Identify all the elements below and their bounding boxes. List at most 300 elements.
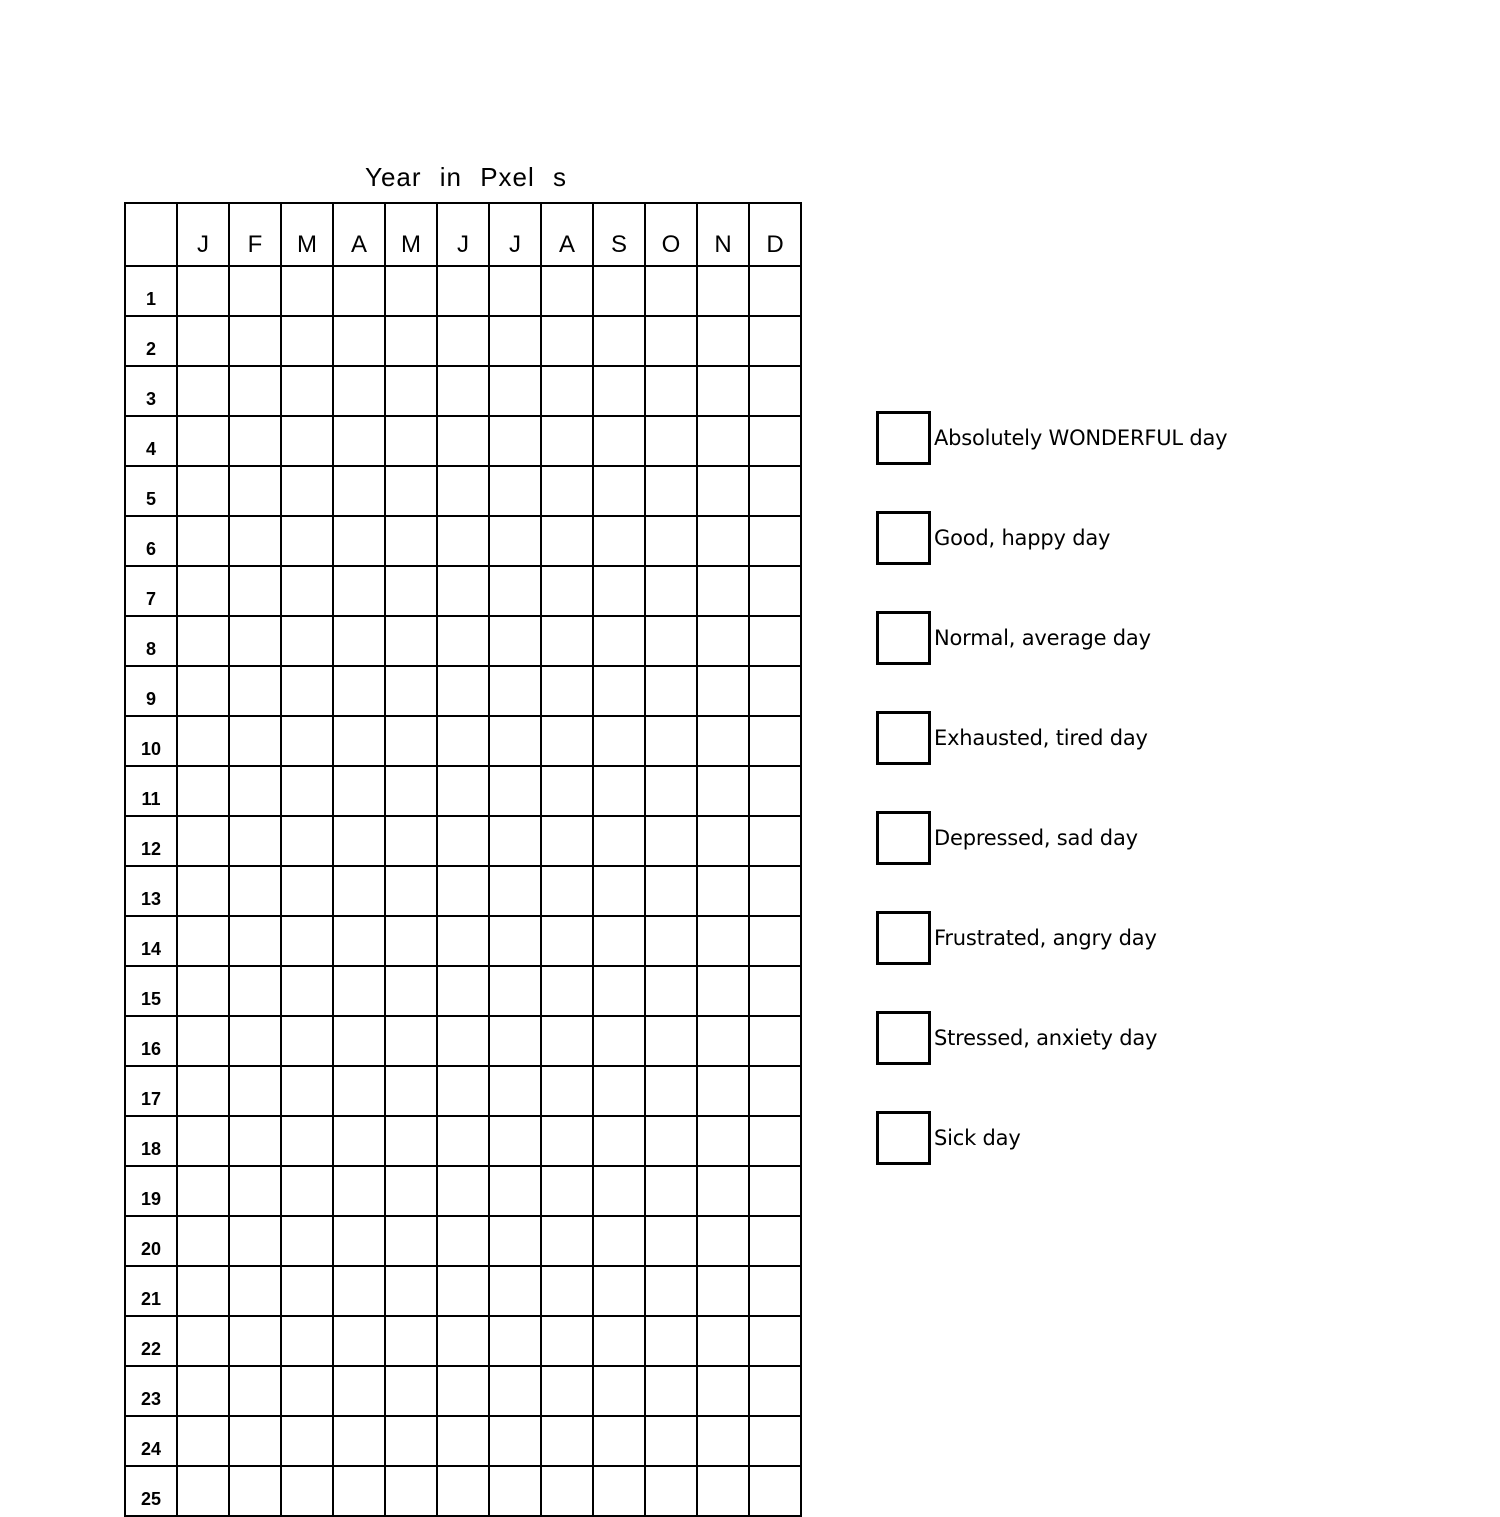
pixel-cell[interactable] [749,1166,801,1216]
pixel-cell[interactable] [541,466,593,516]
pixel-cell[interactable] [229,916,281,966]
pixel-cell[interactable] [593,1266,645,1316]
pixel-cell[interactable] [645,816,697,866]
pixel-cell[interactable] [593,616,645,666]
pixel-cell[interactable] [229,1066,281,1116]
pixel-cell[interactable] [333,316,385,366]
pixel-cell[interactable] [697,1466,749,1516]
pixel-cell[interactable] [697,616,749,666]
pixel-cell[interactable] [697,1266,749,1316]
pixel-cell[interactable] [541,1166,593,1216]
pixel-cell[interactable] [177,966,229,1016]
pixel-cell[interactable] [281,716,333,766]
pixel-cell[interactable] [645,1016,697,1066]
pixel-cell[interactable] [541,716,593,766]
pixel-cell[interactable] [385,366,437,416]
pixel-cell[interactable] [749,366,801,416]
pixel-cell[interactable] [489,316,541,366]
pixel-cell[interactable] [593,766,645,816]
pixel-cell[interactable] [177,316,229,366]
pixel-cell[interactable] [281,1316,333,1366]
pixel-cell[interactable] [177,1466,229,1516]
pixel-cell[interactable] [229,1216,281,1266]
pixel-cell[interactable] [489,1366,541,1416]
pixel-cell[interactable] [593,416,645,466]
pixel-cell[interactable] [177,366,229,416]
pixel-cell[interactable] [697,666,749,716]
pixel-cell[interactable] [749,866,801,916]
pixel-cell[interactable] [645,516,697,566]
pixel-cell[interactable] [437,1466,489,1516]
pixel-cell[interactable] [697,766,749,816]
pixel-cell[interactable] [697,1016,749,1066]
pixel-cell[interactable] [385,1266,437,1316]
legend-swatch-box[interactable] [876,811,931,865]
pixel-cell[interactable] [385,466,437,516]
pixel-cell[interactable] [437,1316,489,1366]
pixel-cell[interactable] [385,516,437,566]
pixel-cell[interactable] [437,266,489,316]
pixel-cell[interactable] [229,766,281,816]
pixel-cell[interactable] [333,1266,385,1316]
pixel-cell[interactable] [281,316,333,366]
pixel-cell[interactable] [229,366,281,416]
pixel-cell[interactable] [697,916,749,966]
pixel-cell[interactable] [385,866,437,916]
pixel-cell[interactable] [645,1466,697,1516]
pixel-cell[interactable] [177,466,229,516]
pixel-cell[interactable] [489,916,541,966]
pixel-cell[interactable] [489,1116,541,1166]
pixel-cell[interactable] [593,1216,645,1266]
pixel-cell[interactable] [489,416,541,466]
pixel-cell[interactable] [697,1316,749,1366]
pixel-cell[interactable] [749,566,801,616]
pixel-cell[interactable] [749,266,801,316]
pixel-cell[interactable] [281,1116,333,1166]
pixel-cell[interactable] [697,516,749,566]
pixel-cell[interactable] [385,316,437,366]
pixel-cell[interactable] [281,1016,333,1066]
pixel-cell[interactable] [489,966,541,1016]
pixel-cell[interactable] [645,316,697,366]
pixel-cell[interactable] [645,466,697,516]
pixel-cell[interactable] [645,616,697,666]
pixel-cell[interactable] [177,1216,229,1266]
pixel-cell[interactable] [333,716,385,766]
pixel-cell[interactable] [385,1366,437,1416]
pixel-cell[interactable] [697,1366,749,1416]
pixel-cell[interactable] [645,1066,697,1116]
pixel-cell[interactable] [385,766,437,816]
pixel-cell[interactable] [489,1466,541,1516]
pixel-cell[interactable] [229,1416,281,1466]
pixel-cell[interactable] [333,1066,385,1116]
pixel-cell[interactable] [229,516,281,566]
pixel-cell[interactable] [645,1366,697,1416]
pixel-cell[interactable] [541,516,593,566]
pixel-cell[interactable] [385,1166,437,1216]
pixel-cell[interactable] [593,1316,645,1366]
pixel-cell[interactable] [593,566,645,616]
pixel-cell[interactable] [489,1066,541,1116]
pixel-cell[interactable] [281,666,333,716]
pixel-cell[interactable] [437,816,489,866]
pixel-cell[interactable] [229,716,281,766]
pixel-cell[interactable] [385,1316,437,1366]
pixel-cell[interactable] [229,1466,281,1516]
pixel-cell[interactable] [489,766,541,816]
pixel-cell[interactable] [593,466,645,516]
pixel-cell[interactable] [333,1116,385,1166]
pixel-cell[interactable] [593,316,645,366]
pixel-cell[interactable] [385,716,437,766]
pixel-cell[interactable] [645,566,697,616]
pixel-cell[interactable] [541,1316,593,1366]
pixel-cell[interactable] [541,1216,593,1266]
pixel-cell[interactable] [333,1166,385,1216]
pixel-cell[interactable] [281,366,333,416]
pixel-cell[interactable] [593,1416,645,1466]
pixel-cell[interactable] [645,1316,697,1366]
pixel-cell[interactable] [645,966,697,1016]
pixel-cell[interactable] [229,966,281,1016]
pixel-cell[interactable] [645,366,697,416]
pixel-cell[interactable] [489,1416,541,1466]
pixel-cell[interactable] [749,1116,801,1166]
pixel-cell[interactable] [177,1316,229,1366]
pixel-cell[interactable] [333,1216,385,1266]
pixel-cell[interactable] [749,916,801,966]
pixel-cell[interactable] [697,266,749,316]
legend-swatch-box[interactable] [876,711,931,765]
pixel-cell[interactable] [229,316,281,366]
pixel-cell[interactable] [645,916,697,966]
pixel-cell[interactable] [333,1416,385,1466]
pixel-cell[interactable] [697,1116,749,1166]
pixel-cell[interactable] [645,1416,697,1466]
pixel-cell[interactable] [697,866,749,916]
pixel-cell[interactable] [593,1466,645,1516]
pixel-cell[interactable] [541,1266,593,1316]
pixel-cell[interactable] [333,666,385,716]
pixel-cell[interactable] [333,266,385,316]
pixel-cell[interactable] [437,716,489,766]
pixel-cell[interactable] [749,1216,801,1266]
pixel-cell[interactable] [385,616,437,666]
legend-swatch-box[interactable] [876,1111,931,1165]
pixel-cell[interactable] [229,666,281,716]
pixel-cell[interactable] [645,866,697,916]
pixel-cell[interactable] [749,1066,801,1116]
pixel-cell[interactable] [437,1016,489,1066]
pixel-cell[interactable] [749,1466,801,1516]
pixel-cell[interactable] [645,416,697,466]
pixel-cell[interactable] [281,1416,333,1466]
pixel-cell[interactable] [541,1366,593,1416]
pixel-cell[interactable] [541,1466,593,1516]
pixel-cell[interactable] [437,566,489,616]
pixel-cell[interactable] [437,1166,489,1216]
pixel-cell[interactable] [593,716,645,766]
legend-swatch-box[interactable] [876,611,931,665]
pixel-cell[interactable] [385,266,437,316]
pixel-cell[interactable] [437,766,489,816]
pixel-cell[interactable] [437,1366,489,1416]
pixel-cell[interactable] [281,516,333,566]
pixel-cell[interactable] [333,766,385,816]
pixel-cell[interactable] [229,816,281,866]
pixel-cell[interactable] [177,516,229,566]
pixel-cell[interactable] [593,1116,645,1166]
pixel-cell[interactable] [177,666,229,716]
pixel-cell[interactable] [281,1266,333,1316]
pixel-cell[interactable] [541,816,593,866]
pixel-cell[interactable] [281,416,333,466]
pixel-cell[interactable] [489,366,541,416]
pixel-cell[interactable] [541,766,593,816]
pixel-cell[interactable] [437,1416,489,1466]
pixel-cell[interactable] [645,1216,697,1266]
pixel-cell[interactable] [229,266,281,316]
legend-swatch-box[interactable] [876,411,931,465]
pixel-cell[interactable] [437,666,489,716]
pixel-cell[interactable] [749,1266,801,1316]
pixel-cell[interactable] [333,1316,385,1366]
pixel-cell[interactable] [749,316,801,366]
pixel-cell[interactable] [489,616,541,666]
pixel-cell[interactable] [749,766,801,816]
pixel-cell[interactable] [281,866,333,916]
pixel-cell[interactable] [229,1316,281,1366]
pixel-cell[interactable] [333,616,385,666]
pixel-cell[interactable] [541,366,593,416]
pixel-cell[interactable] [437,916,489,966]
pixel-cell[interactable] [333,816,385,866]
pixel-cell[interactable] [697,966,749,1016]
pixel-cell[interactable] [541,1416,593,1466]
pixel-cell[interactable] [229,466,281,516]
pixel-cell[interactable] [541,566,593,616]
pixel-cell[interactable] [229,616,281,666]
pixel-cell[interactable] [489,716,541,766]
pixel-cell[interactable] [489,866,541,916]
legend-swatch-box[interactable] [876,511,931,565]
pixel-cell[interactable] [489,1016,541,1066]
pixel-cell[interactable] [437,416,489,466]
pixel-cell[interactable] [177,916,229,966]
pixel-cell[interactable] [541,416,593,466]
pixel-cell[interactable] [697,366,749,416]
pixel-cell[interactable] [645,266,697,316]
pixel-cell[interactable] [593,866,645,916]
pixel-cell[interactable] [333,966,385,1016]
pixel-cell[interactable] [437,616,489,666]
pixel-cell[interactable] [489,666,541,716]
pixel-cell[interactable] [385,566,437,616]
pixel-cell[interactable] [593,366,645,416]
pixel-cell[interactable] [333,416,385,466]
pixel-cell[interactable] [177,816,229,866]
pixel-cell[interactable] [593,966,645,1016]
pixel-cell[interactable] [645,1116,697,1166]
pixel-cell[interactable] [229,1366,281,1416]
pixel-cell[interactable] [437,866,489,916]
pixel-cell[interactable] [229,866,281,916]
pixel-cell[interactable] [177,1116,229,1166]
pixel-cell[interactable] [177,716,229,766]
pixel-cell[interactable] [645,716,697,766]
pixel-cell[interactable] [645,1166,697,1216]
pixel-cell[interactable] [697,816,749,866]
pixel-cell[interactable] [541,666,593,716]
pixel-cell[interactable] [333,1016,385,1066]
pixel-cell[interactable] [489,266,541,316]
pixel-cell[interactable] [281,466,333,516]
pixel-cell[interactable] [489,1316,541,1366]
pixel-cell[interactable] [229,1016,281,1066]
pixel-cell[interactable] [333,366,385,416]
pixel-cell[interactable] [437,1066,489,1116]
pixel-cell[interactable] [177,616,229,666]
pixel-cell[interactable] [385,816,437,866]
pixel-cell[interactable] [229,1116,281,1166]
pixel-cell[interactable] [281,1466,333,1516]
pixel-cell[interactable] [541,616,593,666]
pixel-cell[interactable] [645,766,697,816]
pixel-cell[interactable] [593,266,645,316]
pixel-cell[interactable] [385,1116,437,1166]
pixel-cell[interactable] [489,1166,541,1216]
pixel-cell[interactable] [749,716,801,766]
pixel-cell[interactable] [593,1066,645,1116]
pixel-cell[interactable] [697,1166,749,1216]
pixel-cell[interactable] [697,1066,749,1116]
pixel-cell[interactable] [385,966,437,1016]
pixel-cell[interactable] [489,466,541,516]
pixel-cell[interactable] [489,1266,541,1316]
pixel-cell[interactable] [645,1266,697,1316]
pixel-cell[interactable] [749,1016,801,1066]
pixel-cell[interactable] [229,566,281,616]
pixel-cell[interactable] [541,316,593,366]
pixel-cell[interactable] [593,816,645,866]
pixel-cell[interactable] [593,916,645,966]
pixel-cell[interactable] [177,266,229,316]
pixel-cell[interactable] [177,1366,229,1416]
pixel-cell[interactable] [541,866,593,916]
pixel-cell[interactable] [177,866,229,916]
pixel-cell[interactable] [229,1166,281,1216]
pixel-cell[interactable] [385,1066,437,1116]
pixel-cell[interactable] [437,1216,489,1266]
pixel-cell[interactable] [333,566,385,616]
pixel-cell[interactable] [385,1216,437,1266]
pixel-cell[interactable] [437,1266,489,1316]
pixel-cell[interactable] [437,966,489,1016]
pixel-cell[interactable] [593,516,645,566]
pixel-cell[interactable] [749,1416,801,1466]
pixel-cell[interactable] [281,966,333,1016]
pixel-cell[interactable] [593,666,645,716]
pixel-cell[interactable] [281,1216,333,1266]
pixel-cell[interactable] [645,666,697,716]
pixel-cell[interactable] [749,616,801,666]
pixel-cell[interactable] [177,1266,229,1316]
pixel-cell[interactable] [697,466,749,516]
pixel-cell[interactable] [593,1166,645,1216]
pixel-cell[interactable] [281,816,333,866]
pixel-cell[interactable] [177,566,229,616]
pixel-cell[interactable] [281,766,333,816]
legend-swatch-box[interactable] [876,911,931,965]
pixel-cell[interactable] [177,1416,229,1466]
pixel-cell[interactable] [697,716,749,766]
pixel-cell[interactable] [437,366,489,416]
pixel-cell[interactable] [177,766,229,816]
pixel-cell[interactable] [697,1216,749,1266]
pixel-cell[interactable] [749,816,801,866]
pixel-cell[interactable] [749,1366,801,1416]
pixel-cell[interactable] [229,416,281,466]
pixel-cell[interactable] [541,1066,593,1116]
pixel-cell[interactable] [333,1366,385,1416]
pixel-cell[interactable] [281,566,333,616]
pixel-cell[interactable] [333,916,385,966]
pixel-cell[interactable] [385,666,437,716]
pixel-cell[interactable] [593,1366,645,1416]
pixel-cell[interactable] [697,316,749,366]
pixel-cell[interactable] [489,1216,541,1266]
pixel-cell[interactable] [177,1066,229,1116]
pixel-cell[interactable] [749,516,801,566]
pixel-cell[interactable] [749,416,801,466]
pixel-cell[interactable] [229,1266,281,1316]
pixel-cell[interactable] [749,466,801,516]
pixel-cell[interactable] [749,1316,801,1366]
pixel-cell[interactable] [437,466,489,516]
pixel-cell[interactable] [333,466,385,516]
pixel-cell[interactable] [333,866,385,916]
pixel-cell[interactable] [385,416,437,466]
pixel-cell[interactable] [385,916,437,966]
pixel-cell[interactable] [541,266,593,316]
pixel-cell[interactable] [697,1416,749,1466]
pixel-cell[interactable] [541,1016,593,1066]
pixel-cell[interactable] [333,1466,385,1516]
pixel-cell[interactable] [697,566,749,616]
pixel-cell[interactable] [177,1166,229,1216]
pixel-cell[interactable] [281,1066,333,1116]
legend-swatch-box[interactable] [876,1011,931,1065]
pixel-cell[interactable] [541,966,593,1016]
pixel-cell[interactable] [281,916,333,966]
pixel-cell[interactable] [281,1366,333,1416]
pixel-cell[interactable] [437,1116,489,1166]
pixel-cell[interactable] [489,516,541,566]
pixel-cell[interactable] [541,916,593,966]
pixel-cell[interactable] [489,816,541,866]
pixel-cell[interactable] [749,966,801,1016]
pixel-cell[interactable] [177,1016,229,1066]
pixel-cell[interactable] [281,1166,333,1216]
pixel-cell[interactable] [437,516,489,566]
pixel-cell[interactable] [437,316,489,366]
pixel-cell[interactable] [333,516,385,566]
pixel-cell[interactable] [593,1016,645,1066]
pixel-cell[interactable] [697,416,749,466]
pixel-cell[interactable] [385,1466,437,1516]
